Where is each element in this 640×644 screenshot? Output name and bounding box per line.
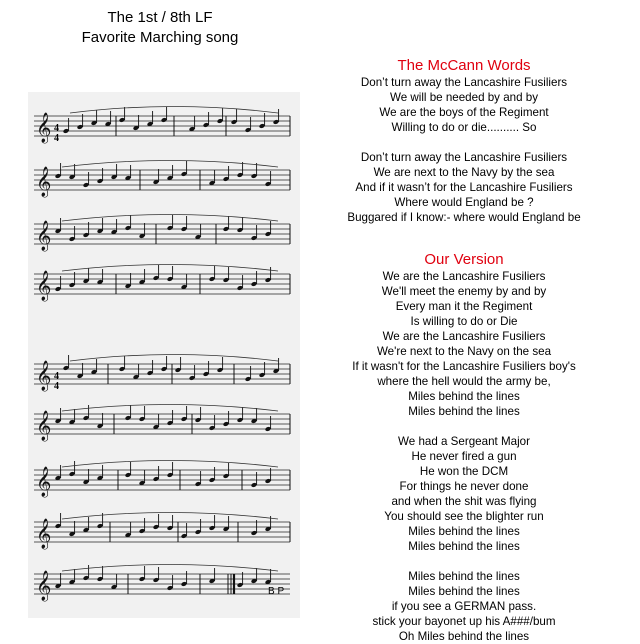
- lyric-line: We are the Lancashire Fusiliers: [382, 270, 546, 283]
- our-version-title: Our Version: [424, 251, 504, 268]
- lyric-line: Oh Miles behind the lines: [398, 630, 530, 643]
- lyric-line: He won the DCM: [419, 465, 509, 478]
- mccann-title: The McCann Words: [397, 57, 531, 74]
- lyric-line: We will be needed by and by: [389, 91, 539, 104]
- staff: [34, 513, 290, 551]
- treble-clef-icon: 𝄞: [36, 113, 52, 143]
- sheet-music: [28, 92, 300, 618]
- lyric-line: stick your bayonet up his A###/bum: [372, 615, 556, 628]
- lyric-line: We're next to the Navy on the sea: [376, 345, 552, 358]
- lyric-line: Don’t turn away the Lancashire Fusiliers: [360, 151, 568, 164]
- lyric-line: and when the shit was flying: [391, 495, 537, 508]
- lyric-line: Miles behind the lines: [408, 570, 520, 583]
- lyric-line: where the hell would the army be,: [377, 375, 551, 388]
- page-header: [0, 8, 320, 48]
- treble-clef-icon: 𝄞: [36, 167, 52, 197]
- lyric-line: If it wasn't for the Lancashire Fusiliers boy's: [352, 360, 576, 373]
- treble-clef-icon: 𝄞: [36, 467, 52, 497]
- lyric-line: For things he never done: [399, 480, 529, 493]
- treble-clef-icon: 𝄞: [36, 571, 52, 601]
- lyric-line: Where would England be ?: [394, 196, 534, 209]
- lyric-line: We are the Lancashire Fusiliers: [382, 330, 546, 343]
- lyric-line: Buggared if I know:- where would England be: [347, 211, 581, 224]
- lyric-line: Miles behind the lines: [408, 390, 520, 403]
- lyric-line: We had a Sergeant Major: [398, 435, 530, 448]
- lyric-line: You should see the blighter run: [384, 510, 544, 523]
- lyric-line: We'll meet the enemy by and by: [381, 285, 547, 298]
- staff: [34, 161, 290, 199]
- lyric-line: Willing to do or die.......... So: [391, 121, 537, 134]
- staff: [34, 107, 290, 145]
- lyric-line: Miles behind the lines: [408, 540, 520, 553]
- staff: [34, 565, 290, 603]
- lyric-line: We are the boys of the Regiment: [379, 106, 549, 119]
- staff: [34, 461, 290, 499]
- time-sig-bottom-1: 4: [54, 133, 59, 144]
- time-sig-top-2: 4: [54, 371, 59, 382]
- lyric-line: We are next to the Navy by the sea: [373, 166, 555, 179]
- treble-clef-icon: 𝄞: [36, 411, 52, 441]
- time-sig-bottom-2: 4: [54, 381, 59, 392]
- lyric-line: He never fired a gun: [411, 450, 517, 463]
- time-sig-top-1: 4: [54, 123, 59, 134]
- lyric-line: Miles behind the lines: [408, 525, 520, 538]
- staff: [34, 355, 290, 393]
- staff: [34, 215, 290, 253]
- lyric-line: Every man it the Regiment: [395, 300, 533, 313]
- music-score: [28, 92, 300, 618]
- lyric-line: Miles behind the lines: [408, 585, 520, 598]
- treble-clef-icon: 𝄞: [36, 519, 52, 549]
- treble-clef-icon: 𝄞: [36, 361, 52, 391]
- header-unit: The 1st / 8th LF: [107, 9, 213, 26]
- lyric-line: And if it wasn’t for the Lancashire Fusiliers: [355, 181, 573, 194]
- treble-clef-icon: 𝄞: [36, 271, 52, 301]
- lyric-line: Don’t turn away the Lancashire Fusiliers: [360, 76, 568, 89]
- staff: [34, 405, 290, 443]
- staff: [34, 265, 290, 303]
- final-mark: B P: [268, 586, 285, 597]
- lyric-line: Miles behind the lines: [408, 405, 520, 418]
- header-subtitle: Favorite Marching song: [81, 29, 239, 46]
- treble-clef-icon: 𝄞: [36, 221, 52, 251]
- lyric-line: if you see a GERMAN pass.: [391, 600, 537, 613]
- lyric-line: Is willing to do or Die: [410, 315, 518, 328]
- lyrics-column: [340, 56, 588, 644]
